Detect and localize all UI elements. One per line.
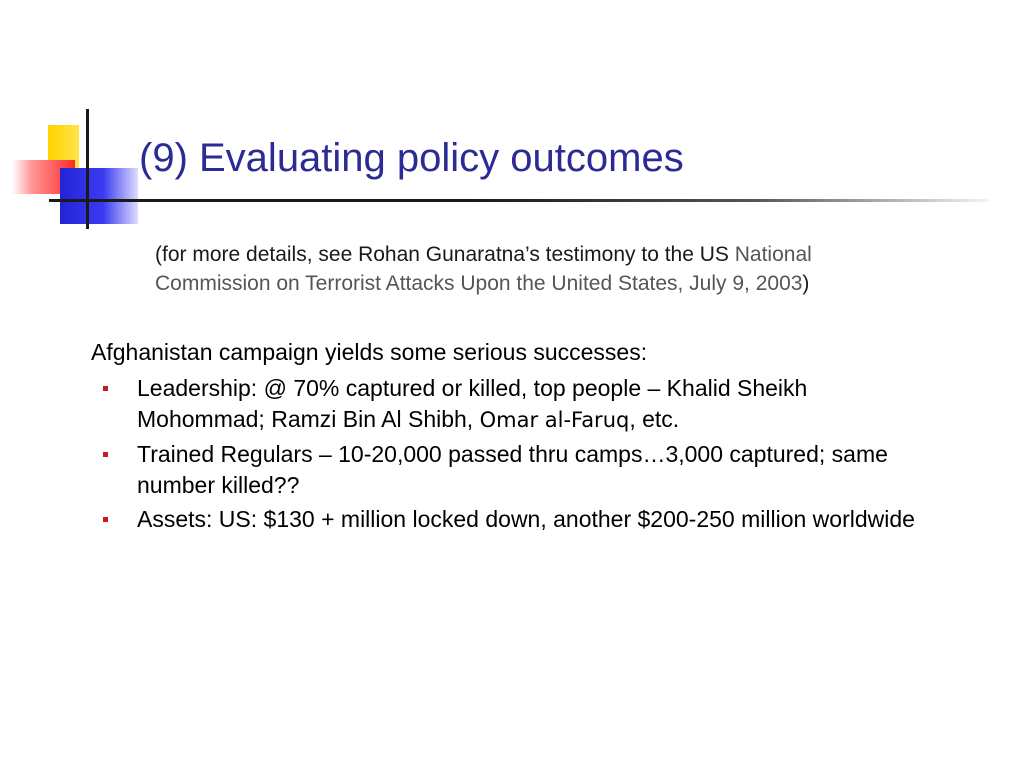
bullet-list	[100, 373, 920, 538]
bullet-marker-icon	[103, 452, 108, 457]
logo-blue-square	[60, 168, 138, 224]
bullet-text: Trained Regulars – 10-20,000 passed thru camps…3,000 captured; same number killed??	[137, 441, 888, 498]
source-note-part2: National Commission on Terrorist Attacks Upon the United States, July 9, 2003	[155, 243, 812, 295]
source-note-part3: )	[802, 272, 810, 295]
bullet-text-b: Omar al-Faruq	[479, 408, 630, 432]
title-underline	[49, 199, 989, 202]
logo-vertical-line	[86, 109, 89, 229]
bullet-text-c: , etc.	[629, 406, 680, 432]
bullet-item-assets	[100, 504, 920, 535]
source-note	[155, 240, 875, 298]
bullet-item-leadership	[100, 373, 920, 436]
bullet-text: Assets: US: $130 + million locked down, another $200-250 million worldwide	[137, 506, 915, 532]
decorative-logo	[0, 0, 160, 240]
bullet-text-a: Leadership: @ 70% captured or killed, top people – Khalid Sheikh Mohommad; Ramzi Bin Al Shibh,	[137, 375, 808, 432]
bullet-item-trained-regulars	[100, 439, 920, 501]
slide-title: (9) Evaluating policy outcomes	[139, 136, 684, 180]
intro-text: Afghanistan campaign yields some serious successes:	[91, 339, 648, 365]
bullet-marker-icon	[103, 386, 108, 391]
source-note-part1: (for more details, see Rohan Gunaratna’s testimony to the US	[155, 243, 729, 266]
bullet-marker-icon	[103, 517, 108, 522]
